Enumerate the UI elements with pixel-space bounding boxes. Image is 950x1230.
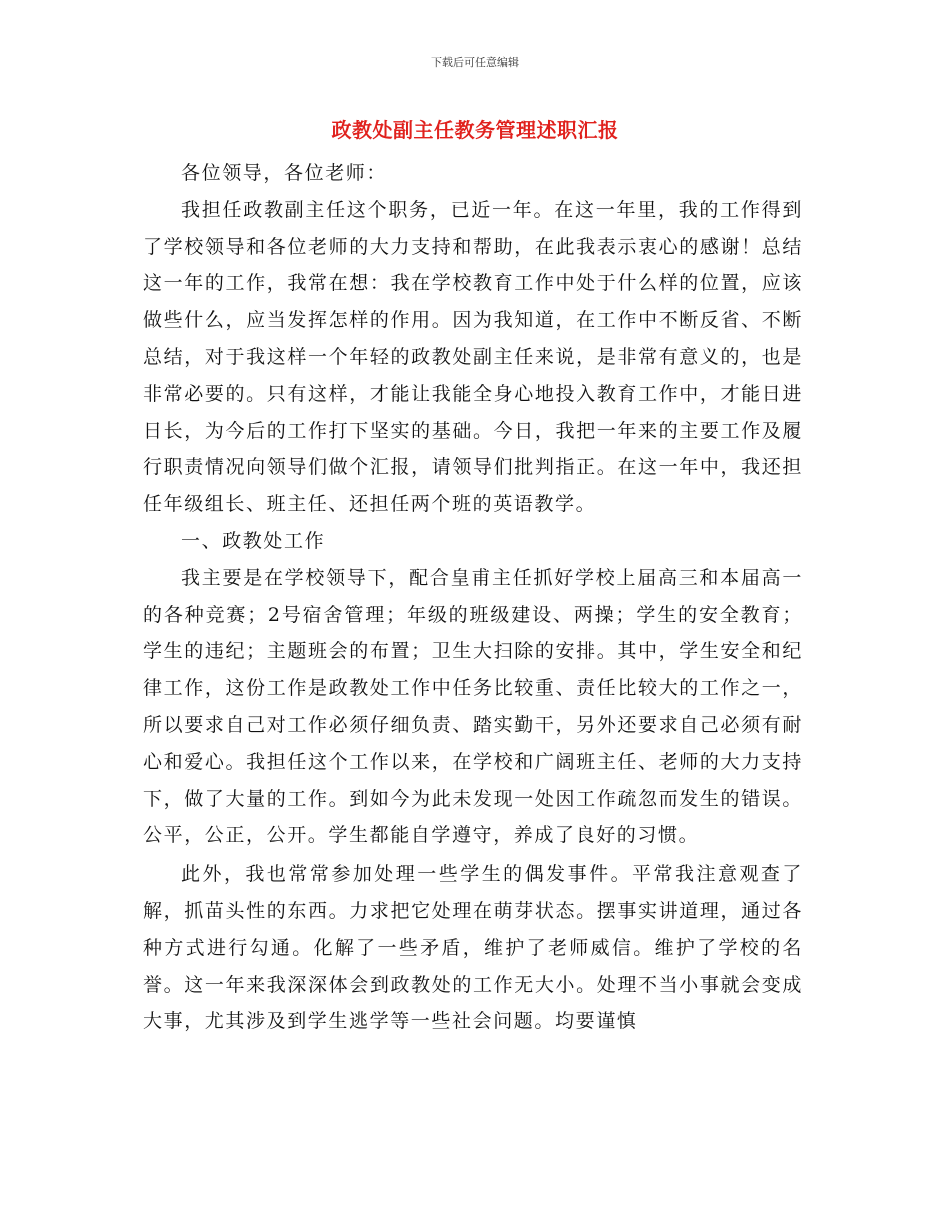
section-heading: 一、政教处工作 bbox=[181, 529, 326, 552]
salutation: 各位领导，各位老师： bbox=[181, 162, 388, 184]
document-body bbox=[143, 155, 803, 1040]
paragraph: 我主要是在学校领导下，配合皇甫主任抓好学校上届高三和本届高一的各种竞赛；2号宿舍管理；年级的班级建设、两操；学生的安全教育；学生的违纪；主题班会的布置；卫生大扫除的安排。其中，学生安全和纪律工作，这份工作是政教处工作中任务比较重、责任比较大的工作之一，所以要求自己对工作必须仔细负责、踏实勤干，另外还要求自己必须有耐心和爱心。我担任这个工作以来，在学校和广阔班主任、老师的大力支持下，做了大量的工作。到如今为此未发现一处因工作疏忽而发生的错误。公平，公正，公开。学生都能自学遵守，养成了良好的习惯。 bbox=[143, 566, 803, 847]
header-note: 下载后可任意编辑 bbox=[431, 56, 519, 69]
document-title: 政教处副主任教务管理述职汇报 bbox=[331, 118, 619, 142]
paragraph: 我担任政教副主任这个职务，已近一年。在这一年里，我的工作得到了学校领导和各位老师的大力支持和帮助，在此我表示衷心的感谢！总结这一年的工作，我常在想：我在学校教育工作中处于什么样的位置，应该做些什么，应当发挥怎样的作用。因为我知道，在工作中不断反省、不断总结，对于我这样一个年轻的政教处副主任来说，是非常有意义的，也是非常必要的。只有这样，才能让我能全身心地投入教育工作中，才能日进日长，为今后的工作打下坚实的基础。今日，我把一年来的主要工作及履行职责情况向领导们做个汇报，请领导们批判指正。在这一年中，我还担任年级组长、班主任、还担任两个班的英语教学。 bbox=[143, 198, 803, 516]
paragraph: 此外，我也常常参加处理一些学生的偶发事件。平常我注意观查了解，抓苗头性的东西。力求把它处理在萌芽状态。摆事实讲道理，通过各种方式进行勾通。化解了一些矛盾，维护了老师威信。维护了学校的名誉。这一年来我深深体会到政教处的工作无大小。处理不当小事就会变成大事，尤其涉及到学生逃学等一些社会问题。均要谨慎 bbox=[143, 863, 803, 1033]
